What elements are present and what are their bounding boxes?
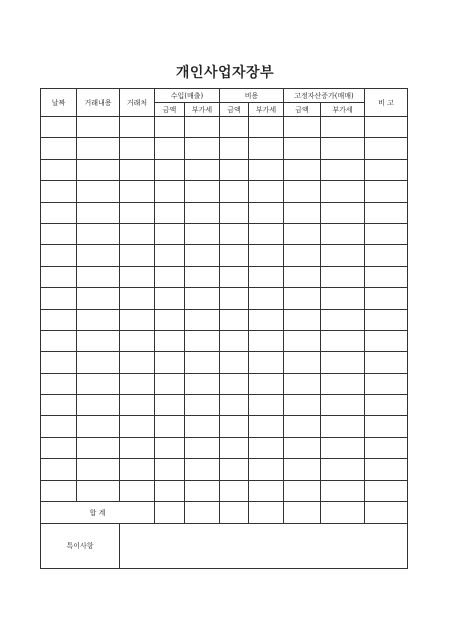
cell-remarks[interactable] <box>365 181 408 202</box>
cell-date[interactable] <box>41 437 77 458</box>
cell-asset-amount[interactable] <box>284 223 321 244</box>
cell-counterparty[interactable] <box>120 330 155 351</box>
cell-income-vat[interactable] <box>185 117 220 138</box>
cell-date[interactable] <box>41 459 77 480</box>
cell-description[interactable] <box>77 223 120 244</box>
cell-asset-vat[interactable] <box>321 480 365 501</box>
cell-date[interactable] <box>41 181 77 202</box>
cell-expense-vat[interactable] <box>249 245 284 266</box>
cell-counterparty[interactable] <box>120 395 155 416</box>
cell-expense-amount[interactable] <box>220 202 249 223</box>
cell-remarks[interactable] <box>365 288 408 309</box>
cell-asset-amount[interactable] <box>284 138 321 159</box>
cell-asset-amount[interactable] <box>284 480 321 501</box>
total-remarks[interactable] <box>365 502 408 524</box>
total-income-amount[interactable] <box>155 502 185 524</box>
cell-income-vat[interactable] <box>185 181 220 202</box>
cell-expense-vat[interactable] <box>249 330 284 351</box>
cell-remarks[interactable] <box>365 159 408 180</box>
table-row <box>41 309 408 330</box>
cell-expense-amount[interactable] <box>220 459 249 480</box>
cell-date[interactable] <box>41 480 77 501</box>
header-expense-amount: 금액 <box>220 103 249 117</box>
cell-description[interactable] <box>77 202 120 223</box>
cell-asset-amount[interactable] <box>284 202 321 223</box>
cell-remarks[interactable] <box>365 245 408 266</box>
cell-description[interactable] <box>77 288 120 309</box>
total-expense-vat[interactable] <box>249 502 284 524</box>
cell-counterparty[interactable] <box>120 266 155 287</box>
cell-date[interactable] <box>41 245 77 266</box>
cell-income-vat[interactable] <box>185 330 220 351</box>
header-remarks: 비 고 <box>365 89 408 117</box>
cell-income-amount[interactable] <box>155 373 185 394</box>
cell-expense-amount[interactable] <box>220 181 249 202</box>
cell-income-amount[interactable] <box>155 245 185 266</box>
cell-income-amount[interactable] <box>155 288 185 309</box>
cell-asset-vat[interactable] <box>321 138 365 159</box>
cell-expense-vat[interactable] <box>249 373 284 394</box>
cell-asset-vat[interactable] <box>321 266 365 287</box>
table-row <box>41 459 408 480</box>
cell-income-vat[interactable] <box>185 202 220 223</box>
cell-asset-vat[interactable] <box>321 330 365 351</box>
cell-remarks[interactable] <box>365 202 408 223</box>
cell-description[interactable] <box>77 352 120 373</box>
cell-counterparty[interactable] <box>120 373 155 394</box>
header-fixed-asset: 고정자산증가(매매) <box>284 89 365 103</box>
cell-expense-vat[interactable] <box>249 159 284 180</box>
table-row <box>41 159 408 180</box>
notes-row <box>41 524 408 569</box>
cell-description[interactable] <box>77 459 120 480</box>
notes-field[interactable] <box>120 524 408 569</box>
cell-income-vat[interactable] <box>185 309 220 330</box>
table-row <box>41 480 408 501</box>
total-asset-amount[interactable] <box>284 502 321 524</box>
cell-asset-vat[interactable] <box>321 416 365 437</box>
cell-description[interactable] <box>77 395 120 416</box>
cell-expense-vat[interactable] <box>249 138 284 159</box>
cell-remarks[interactable] <box>365 437 408 458</box>
cell-income-vat[interactable] <box>185 395 220 416</box>
cell-asset-vat[interactable] <box>321 245 365 266</box>
cell-expense-vat[interactable] <box>249 437 284 458</box>
cell-remarks[interactable] <box>365 309 408 330</box>
table-row <box>41 395 408 416</box>
header-asset-vat: 부가세 <box>321 103 365 117</box>
cell-income-vat[interactable] <box>185 352 220 373</box>
cell-income-vat[interactable] <box>185 416 220 437</box>
total-row <box>41 502 408 524</box>
cell-income-amount[interactable] <box>155 223 185 244</box>
cell-asset-amount[interactable] <box>284 245 321 266</box>
cell-expense-amount[interactable] <box>220 266 249 287</box>
cell-income-vat[interactable] <box>185 138 220 159</box>
cell-income-amount[interactable] <box>155 266 185 287</box>
cell-date[interactable] <box>41 288 77 309</box>
cell-date[interactable] <box>41 138 77 159</box>
table-row <box>41 437 408 458</box>
cell-remarks[interactable] <box>365 416 408 437</box>
cell-expense-vat[interactable] <box>249 480 284 501</box>
table-row <box>41 245 408 266</box>
table-row <box>41 138 408 159</box>
cell-date[interactable] <box>41 352 77 373</box>
cell-date[interactable] <box>41 416 77 437</box>
cell-asset-vat[interactable] <box>321 309 365 330</box>
cell-asset-amount[interactable] <box>284 459 321 480</box>
cell-asset-amount[interactable] <box>284 373 321 394</box>
cell-income-amount[interactable] <box>155 117 185 138</box>
cell-expense-vat[interactable] <box>249 288 284 309</box>
cell-expense-vat[interactable] <box>249 459 284 480</box>
cell-date[interactable] <box>41 309 77 330</box>
cell-income-amount[interactable] <box>155 352 185 373</box>
cell-counterparty[interactable] <box>120 352 155 373</box>
cell-expense-amount[interactable] <box>220 117 249 138</box>
cell-expense-amount[interactable] <box>220 395 249 416</box>
table-row <box>41 352 408 373</box>
cell-income-amount[interactable] <box>155 309 185 330</box>
cell-asset-amount[interactable] <box>284 437 321 458</box>
table-row <box>41 202 408 223</box>
cell-asset-vat[interactable] <box>321 159 365 180</box>
cell-income-amount[interactable] <box>155 459 185 480</box>
cell-counterparty[interactable] <box>120 202 155 223</box>
table-row <box>41 330 408 351</box>
cell-asset-amount[interactable] <box>284 352 321 373</box>
cell-asset-amount[interactable] <box>284 330 321 351</box>
notes-label: 특이사항 <box>41 524 120 569</box>
cell-description[interactable] <box>77 117 120 138</box>
cell-asset-amount[interactable] <box>284 117 321 138</box>
cell-income-vat[interactable] <box>185 459 220 480</box>
cell-income-amount[interactable] <box>155 330 185 351</box>
cell-description[interactable] <box>77 245 120 266</box>
table-row <box>41 223 408 244</box>
cell-description[interactable] <box>77 437 120 458</box>
cell-income-vat[interactable] <box>185 223 220 244</box>
cell-asset-vat[interactable] <box>321 117 365 138</box>
cell-income-vat[interactable] <box>185 266 220 287</box>
cell-expense-amount[interactable] <box>220 309 249 330</box>
cell-expense-amount[interactable] <box>220 159 249 180</box>
cell-expense-vat[interactable] <box>249 202 284 223</box>
cell-description[interactable] <box>77 309 120 330</box>
cell-asset-amount[interactable] <box>284 395 321 416</box>
cell-remarks[interactable] <box>365 395 408 416</box>
cell-date[interactable] <box>41 117 77 138</box>
cell-date[interactable] <box>41 330 77 351</box>
cell-expense-amount[interactable] <box>220 480 249 501</box>
cell-income-amount[interactable] <box>155 437 185 458</box>
table-row <box>41 266 408 287</box>
cell-counterparty[interactable] <box>120 459 155 480</box>
cell-expense-vat[interactable] <box>249 117 284 138</box>
cell-expense-vat[interactable] <box>249 416 284 437</box>
cell-income-amount[interactable] <box>155 138 185 159</box>
cell-income-vat[interactable] <box>185 288 220 309</box>
cell-date[interactable] <box>41 159 77 180</box>
cell-expense-amount[interactable] <box>220 245 249 266</box>
cell-counterparty[interactable] <box>120 181 155 202</box>
total-expense-amount[interactable] <box>220 502 249 524</box>
cell-income-amount[interactable] <box>155 416 185 437</box>
cell-income-amount[interactable] <box>155 159 185 180</box>
cell-expense-amount[interactable] <box>220 437 249 458</box>
document-title: 개인사업자장부 <box>175 65 275 81</box>
cell-asset-vat[interactable] <box>321 288 365 309</box>
cell-asset-vat[interactable] <box>321 395 365 416</box>
cell-remarks[interactable] <box>365 352 408 373</box>
cell-date[interactable] <box>41 266 77 287</box>
total-income-vat[interactable] <box>185 502 220 524</box>
cell-counterparty[interactable] <box>120 309 155 330</box>
cell-asset-vat[interactable] <box>321 223 365 244</box>
cell-remarks[interactable] <box>365 330 408 351</box>
cell-asset-vat[interactable] <box>321 373 365 394</box>
cell-income-vat[interactable] <box>185 437 220 458</box>
cell-expense-vat[interactable] <box>249 395 284 416</box>
cell-counterparty[interactable] <box>120 117 155 138</box>
cell-expense-vat[interactable] <box>249 309 284 330</box>
cell-asset-amount[interactable] <box>284 288 321 309</box>
cell-remarks[interactable] <box>365 138 408 159</box>
cell-counterparty[interactable] <box>120 416 155 437</box>
cell-asset-amount[interactable] <box>284 416 321 437</box>
cell-counterparty[interactable] <box>120 437 155 458</box>
cell-date[interactable] <box>41 202 77 223</box>
table-row <box>41 181 408 202</box>
cell-expense-vat[interactable] <box>249 181 284 202</box>
cell-description[interactable] <box>77 159 120 180</box>
cell-income-vat[interactable] <box>185 159 220 180</box>
cell-remarks[interactable] <box>365 266 408 287</box>
cell-expense-amount[interactable] <box>220 416 249 437</box>
total-label: 합 계 <box>41 502 155 524</box>
header-income-vat: 부가세 <box>185 103 220 117</box>
cell-remarks[interactable] <box>365 459 408 480</box>
cell-date[interactable] <box>41 223 77 244</box>
cell-counterparty[interactable] <box>120 245 155 266</box>
cell-description[interactable] <box>77 181 120 202</box>
header-expense: 비용 <box>220 89 284 103</box>
cell-income-vat[interactable] <box>185 245 220 266</box>
cell-income-amount[interactable] <box>155 202 185 223</box>
header-date: 날짜 <box>41 89 77 117</box>
cell-asset-amount[interactable] <box>284 181 321 202</box>
cell-description[interactable] <box>77 138 120 159</box>
table-row <box>41 117 408 138</box>
ledger-body <box>41 117 408 502</box>
cell-counterparty[interactable] <box>120 223 155 244</box>
cell-expense-amount[interactable] <box>220 138 249 159</box>
cell-remarks[interactable] <box>365 373 408 394</box>
table-row <box>41 373 408 394</box>
cell-description[interactable] <box>77 266 120 287</box>
cell-income-amount[interactable] <box>155 395 185 416</box>
header-asset-amount: 금액 <box>284 103 321 117</box>
cell-expense-amount[interactable] <box>220 373 249 394</box>
cell-income-vat[interactable] <box>185 480 220 501</box>
cell-counterparty[interactable] <box>120 480 155 501</box>
header-description: 거래내용 <box>77 89 120 117</box>
table-row <box>41 416 408 437</box>
header-counterparty: 거래처 <box>120 89 155 117</box>
cell-description[interactable] <box>77 416 120 437</box>
cell-expense-amount[interactable] <box>220 330 249 351</box>
cell-description[interactable] <box>77 480 120 501</box>
cell-asset-amount[interactable] <box>284 266 321 287</box>
cell-remarks[interactable] <box>365 117 408 138</box>
cell-asset-vat[interactable] <box>321 181 365 202</box>
header-income: 수입(매출) <box>155 89 220 103</box>
cell-asset-vat[interactable] <box>321 459 365 480</box>
cell-date[interactable] <box>41 395 77 416</box>
cell-counterparty[interactable] <box>120 159 155 180</box>
cell-description[interactable] <box>77 373 120 394</box>
cell-expense-vat[interactable] <box>249 352 284 373</box>
cell-income-vat[interactable] <box>185 373 220 394</box>
cell-asset-vat[interactable] <box>321 437 365 458</box>
ledger-table <box>40 88 408 569</box>
cell-counterparty[interactable] <box>120 138 155 159</box>
total-asset-vat[interactable] <box>321 502 365 524</box>
cell-date[interactable] <box>41 373 77 394</box>
cell-income-amount[interactable] <box>155 181 185 202</box>
cell-remarks[interactable] <box>365 223 408 244</box>
table-row <box>41 288 408 309</box>
cell-expense-amount[interactable] <box>220 352 249 373</box>
cell-asset-amount[interactable] <box>284 159 321 180</box>
cell-income-amount[interactable] <box>155 480 185 501</box>
cell-expense-amount[interactable] <box>220 288 249 309</box>
cell-asset-vat[interactable] <box>321 352 365 373</box>
cell-description[interactable] <box>77 330 120 351</box>
header-row-1 <box>41 89 408 103</box>
cell-asset-amount[interactable] <box>284 309 321 330</box>
cell-expense-vat[interactable] <box>249 223 284 244</box>
cell-expense-amount[interactable] <box>220 223 249 244</box>
cell-remarks[interactable] <box>365 480 408 501</box>
header-income-amount: 금액 <box>155 103 185 117</box>
cell-counterparty[interactable] <box>120 288 155 309</box>
cell-asset-vat[interactable] <box>321 202 365 223</box>
header-expense-vat: 부가세 <box>249 103 284 117</box>
cell-expense-vat[interactable] <box>249 266 284 287</box>
